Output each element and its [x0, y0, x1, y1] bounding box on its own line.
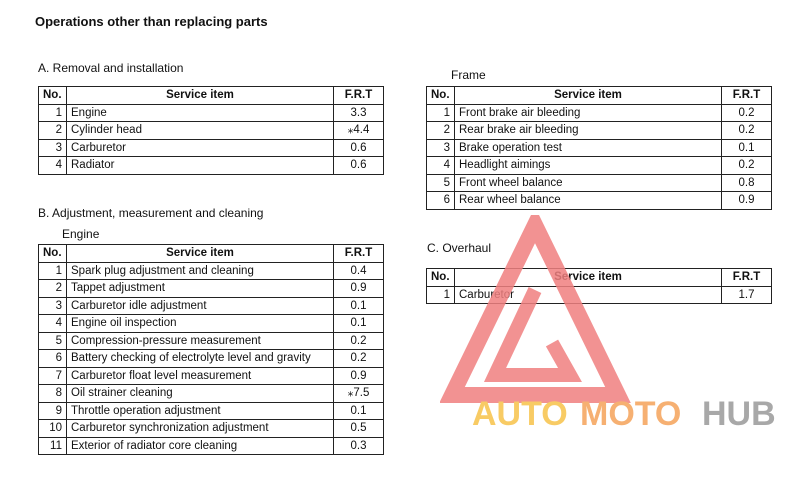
table-row	[39, 157, 384, 175]
service-item-cell: Engine oil inspection	[67, 315, 334, 333]
engine-subheading: Engine	[62, 227, 100, 241]
frt-value-cell: 0.1	[334, 315, 384, 333]
table-row	[427, 192, 772, 210]
col-header-no: No.	[39, 245, 67, 263]
row-number: 5	[39, 332, 67, 350]
service-item-cell: Rear brake air bleeding	[455, 122, 722, 140]
table-row	[39, 297, 384, 315]
row-number: 8	[39, 385, 67, 403]
frt-value-cell: 0.8	[722, 174, 772, 192]
watermark-auto-text: AUTO	[472, 395, 568, 433]
frt-value-cell: 0.4	[334, 262, 384, 280]
frt-value-cell: 0.2	[722, 157, 772, 175]
service-item-cell: Headlight aimings	[455, 157, 722, 175]
table-row	[39, 139, 384, 157]
frt-value-cell: 0.9	[334, 280, 384, 298]
table-row	[39, 315, 384, 333]
row-number: 4	[39, 157, 67, 175]
row-number: 1	[39, 262, 67, 280]
frt-value-cell: 0.1	[722, 139, 772, 157]
col-header-service-item: Service item	[67, 245, 334, 263]
section-a-heading: A. Removal and installation	[38, 61, 184, 75]
service-item-cell: Exterior of radiator core cleaning	[67, 437, 334, 455]
frame-heading: Frame	[451, 68, 486, 82]
service-item-cell: Tappet adjustment	[67, 280, 334, 298]
frt-value-cell: 0.2	[722, 104, 772, 122]
table-row	[39, 437, 384, 455]
col-header-no: No.	[427, 269, 455, 287]
service-item-cell: Radiator	[67, 157, 334, 175]
row-number: 9	[39, 402, 67, 420]
watermark-moto-text: MOTO	[580, 395, 682, 433]
table-row	[427, 157, 772, 175]
row-number: 4	[39, 315, 67, 333]
row-number: 1	[39, 104, 67, 122]
frt-value-cell: 0.9	[334, 367, 384, 385]
section-c-heading: C. Overhaul	[427, 241, 492, 255]
row-number: 7	[39, 367, 67, 385]
col-header-no: No.	[427, 87, 455, 105]
watermark-hub-text: HUB	[702, 395, 776, 433]
table-row	[39, 402, 384, 420]
removal-installation-table	[38, 86, 384, 175]
row-number: 6	[39, 350, 67, 368]
frt-value-cell: 0.2	[722, 122, 772, 140]
service-item-cell: Brake operation test	[455, 139, 722, 157]
table-row	[39, 104, 384, 122]
frt-value-cell: 0.1	[334, 297, 384, 315]
row-number: 3	[39, 139, 67, 157]
row-number: 2	[427, 122, 455, 140]
service-item-cell: Battery checking of electrolyte level and gravity	[67, 350, 334, 368]
service-item-cell: Carburetor	[455, 286, 722, 304]
service-item-cell: Compression-pressure measurement	[67, 332, 334, 350]
frt-value-cell: 1.7	[722, 286, 772, 304]
row-number: 1	[427, 104, 455, 122]
row-number: 2	[39, 280, 67, 298]
service-item-cell: Throttle operation adjustment	[67, 402, 334, 420]
frt-value-cell: 0.2	[334, 332, 384, 350]
inner-mark	[495, 290, 570, 375]
frt-value-cell: 0.3	[334, 437, 384, 455]
row-number: 3	[39, 297, 67, 315]
section-b-heading: B. Adjustment, measurement and cleaning	[38, 206, 264, 220]
frt-value-cell: ⁎7.5	[334, 385, 384, 403]
table-row	[39, 262, 384, 280]
service-item-cell: Carburetor synchronization adjustment	[67, 420, 334, 438]
frt-value-cell: 0.5	[334, 420, 384, 438]
row-number: 6	[427, 192, 455, 210]
frt-value-cell: 0.2	[334, 350, 384, 368]
table-row	[39, 385, 384, 403]
row-number: 11	[39, 437, 67, 455]
col-header-service-item: Service item	[455, 87, 722, 105]
frt-value-cell: 0.6	[334, 139, 384, 157]
col-header-frt: F.R.T	[722, 269, 772, 287]
frt-value-cell: 0.9	[722, 192, 772, 210]
row-number: 5	[427, 174, 455, 192]
table-row	[427, 122, 772, 140]
table-row	[427, 174, 772, 192]
frt-value-cell: 0.6	[334, 157, 384, 175]
adjustment-engine-table	[38, 244, 384, 455]
row-number: 10	[39, 420, 67, 438]
service-item-cell: Carburetor float level measurement	[67, 367, 334, 385]
col-header-frt: F.R.T	[722, 87, 772, 105]
table-row	[39, 350, 384, 368]
col-header-frt: F.R.T	[334, 245, 384, 263]
service-item-cell: Oil strainer cleaning	[67, 385, 334, 403]
service-item-cell: Front brake air bleeding	[455, 104, 722, 122]
frame-table	[426, 86, 772, 210]
frt-value-cell: ⁎4.4	[334, 122, 384, 140]
service-item-cell: Spark plug adjustment and cleaning	[67, 262, 334, 280]
service-item-cell: Rear wheel balance	[455, 192, 722, 210]
triangle-logo-mark	[452, 225, 618, 395]
frt-value-cell: 3.3	[334, 104, 384, 122]
col-header-no: No.	[39, 87, 67, 105]
service-item-cell: Cylinder head	[67, 122, 334, 140]
table-row	[39, 122, 384, 140]
table-row	[39, 420, 384, 438]
service-item-cell: Carburetor idle adjustment	[67, 297, 334, 315]
service-item-cell: Engine	[67, 104, 334, 122]
col-header-service-item: Service item	[67, 87, 334, 105]
page-title: Operations other than replacing parts	[35, 14, 268, 29]
frt-value-cell: 0.1	[334, 402, 384, 420]
service-item-cell: Front wheel balance	[455, 174, 722, 192]
col-header-frt: F.R.T	[334, 87, 384, 105]
row-number: 2	[39, 122, 67, 140]
row-number: 1	[427, 286, 455, 304]
row-number: 3	[427, 139, 455, 157]
row-number: 4	[427, 157, 455, 175]
col-header-service-item: Service item	[455, 269, 722, 287]
table-row	[427, 139, 772, 157]
table-row	[39, 367, 384, 385]
automotohub-watermark-logo	[440, 215, 800, 460]
table-row	[427, 104, 772, 122]
table-row	[39, 332, 384, 350]
table-row	[39, 280, 384, 298]
service-item-cell: Carburetor	[67, 139, 334, 157]
